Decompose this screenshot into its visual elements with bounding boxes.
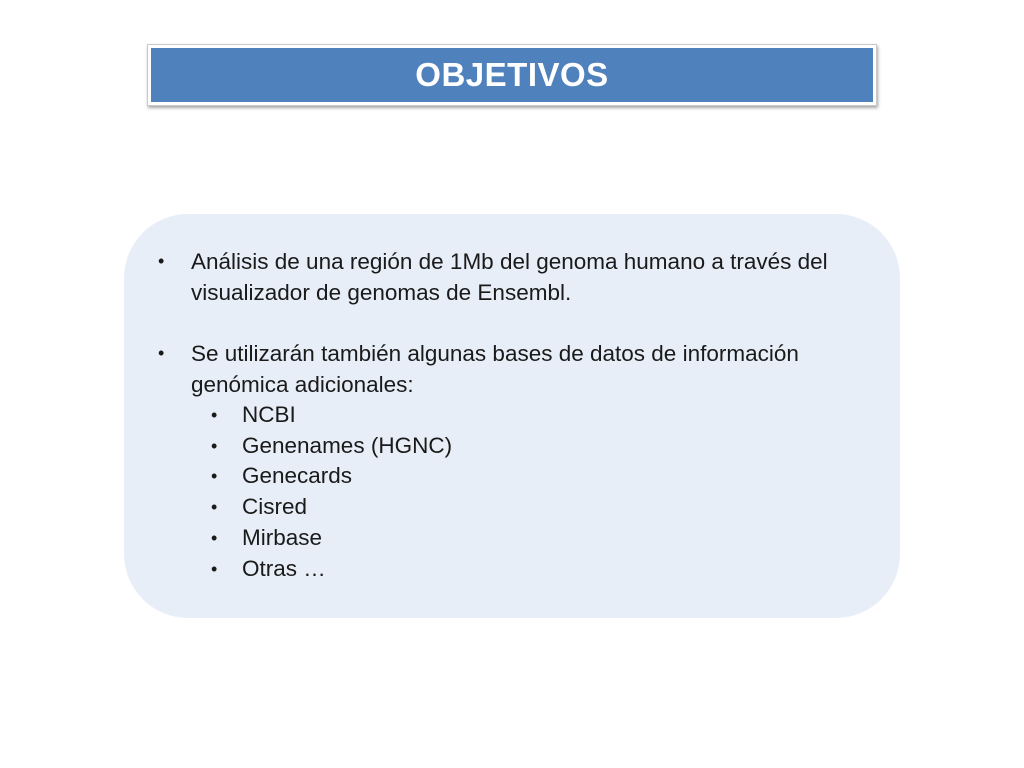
sub-list-item [191, 431, 868, 462]
sub-list-item [191, 461, 868, 492]
sub-list-item-text: Cisred [242, 494, 308, 520]
sub-list-item-text: NCBI [242, 402, 296, 427]
list-item-text: Se utilizarán también algunas bases de datos de información genómica adicionales: [191, 341, 799, 397]
sub-list-item-text: Genenames (HGNC) [242, 432, 453, 458]
sub-list-item-text: Otras … [242, 555, 326, 581]
title-frame [147, 44, 877, 106]
bullet-icon: • [211, 558, 218, 579]
bullet-icon: • [158, 343, 165, 363]
title-bar [151, 48, 873, 102]
bullet-icon: • [211, 466, 218, 487]
list-item-text: Análisis de una región de 1Mb del genoma humano a través del visualizador de genomas de Ensembl. [191, 249, 828, 305]
sub-list-item [191, 400, 868, 431]
sub-list-item-text: Mirbase [242, 524, 323, 550]
sub-list-item [191, 492, 868, 523]
bullet-icon: • [211, 435, 218, 456]
content-box [124, 214, 900, 618]
sub-list-item [191, 554, 868, 585]
bullet-icon: • [211, 497, 218, 518]
bullet-icon: • [211, 405, 218, 425]
bullet-icon: • [211, 527, 218, 548]
sub-bullet-list [191, 400, 868, 584]
list-item [158, 246, 868, 308]
bullet-icon: • [158, 251, 165, 271]
slide-title: OBJETIVOS [415, 56, 609, 93]
sub-list-item-text: Genecards [242, 463, 353, 489]
sub-list-item [191, 523, 868, 554]
list-item [158, 338, 868, 584]
bullet-list [158, 246, 868, 584]
